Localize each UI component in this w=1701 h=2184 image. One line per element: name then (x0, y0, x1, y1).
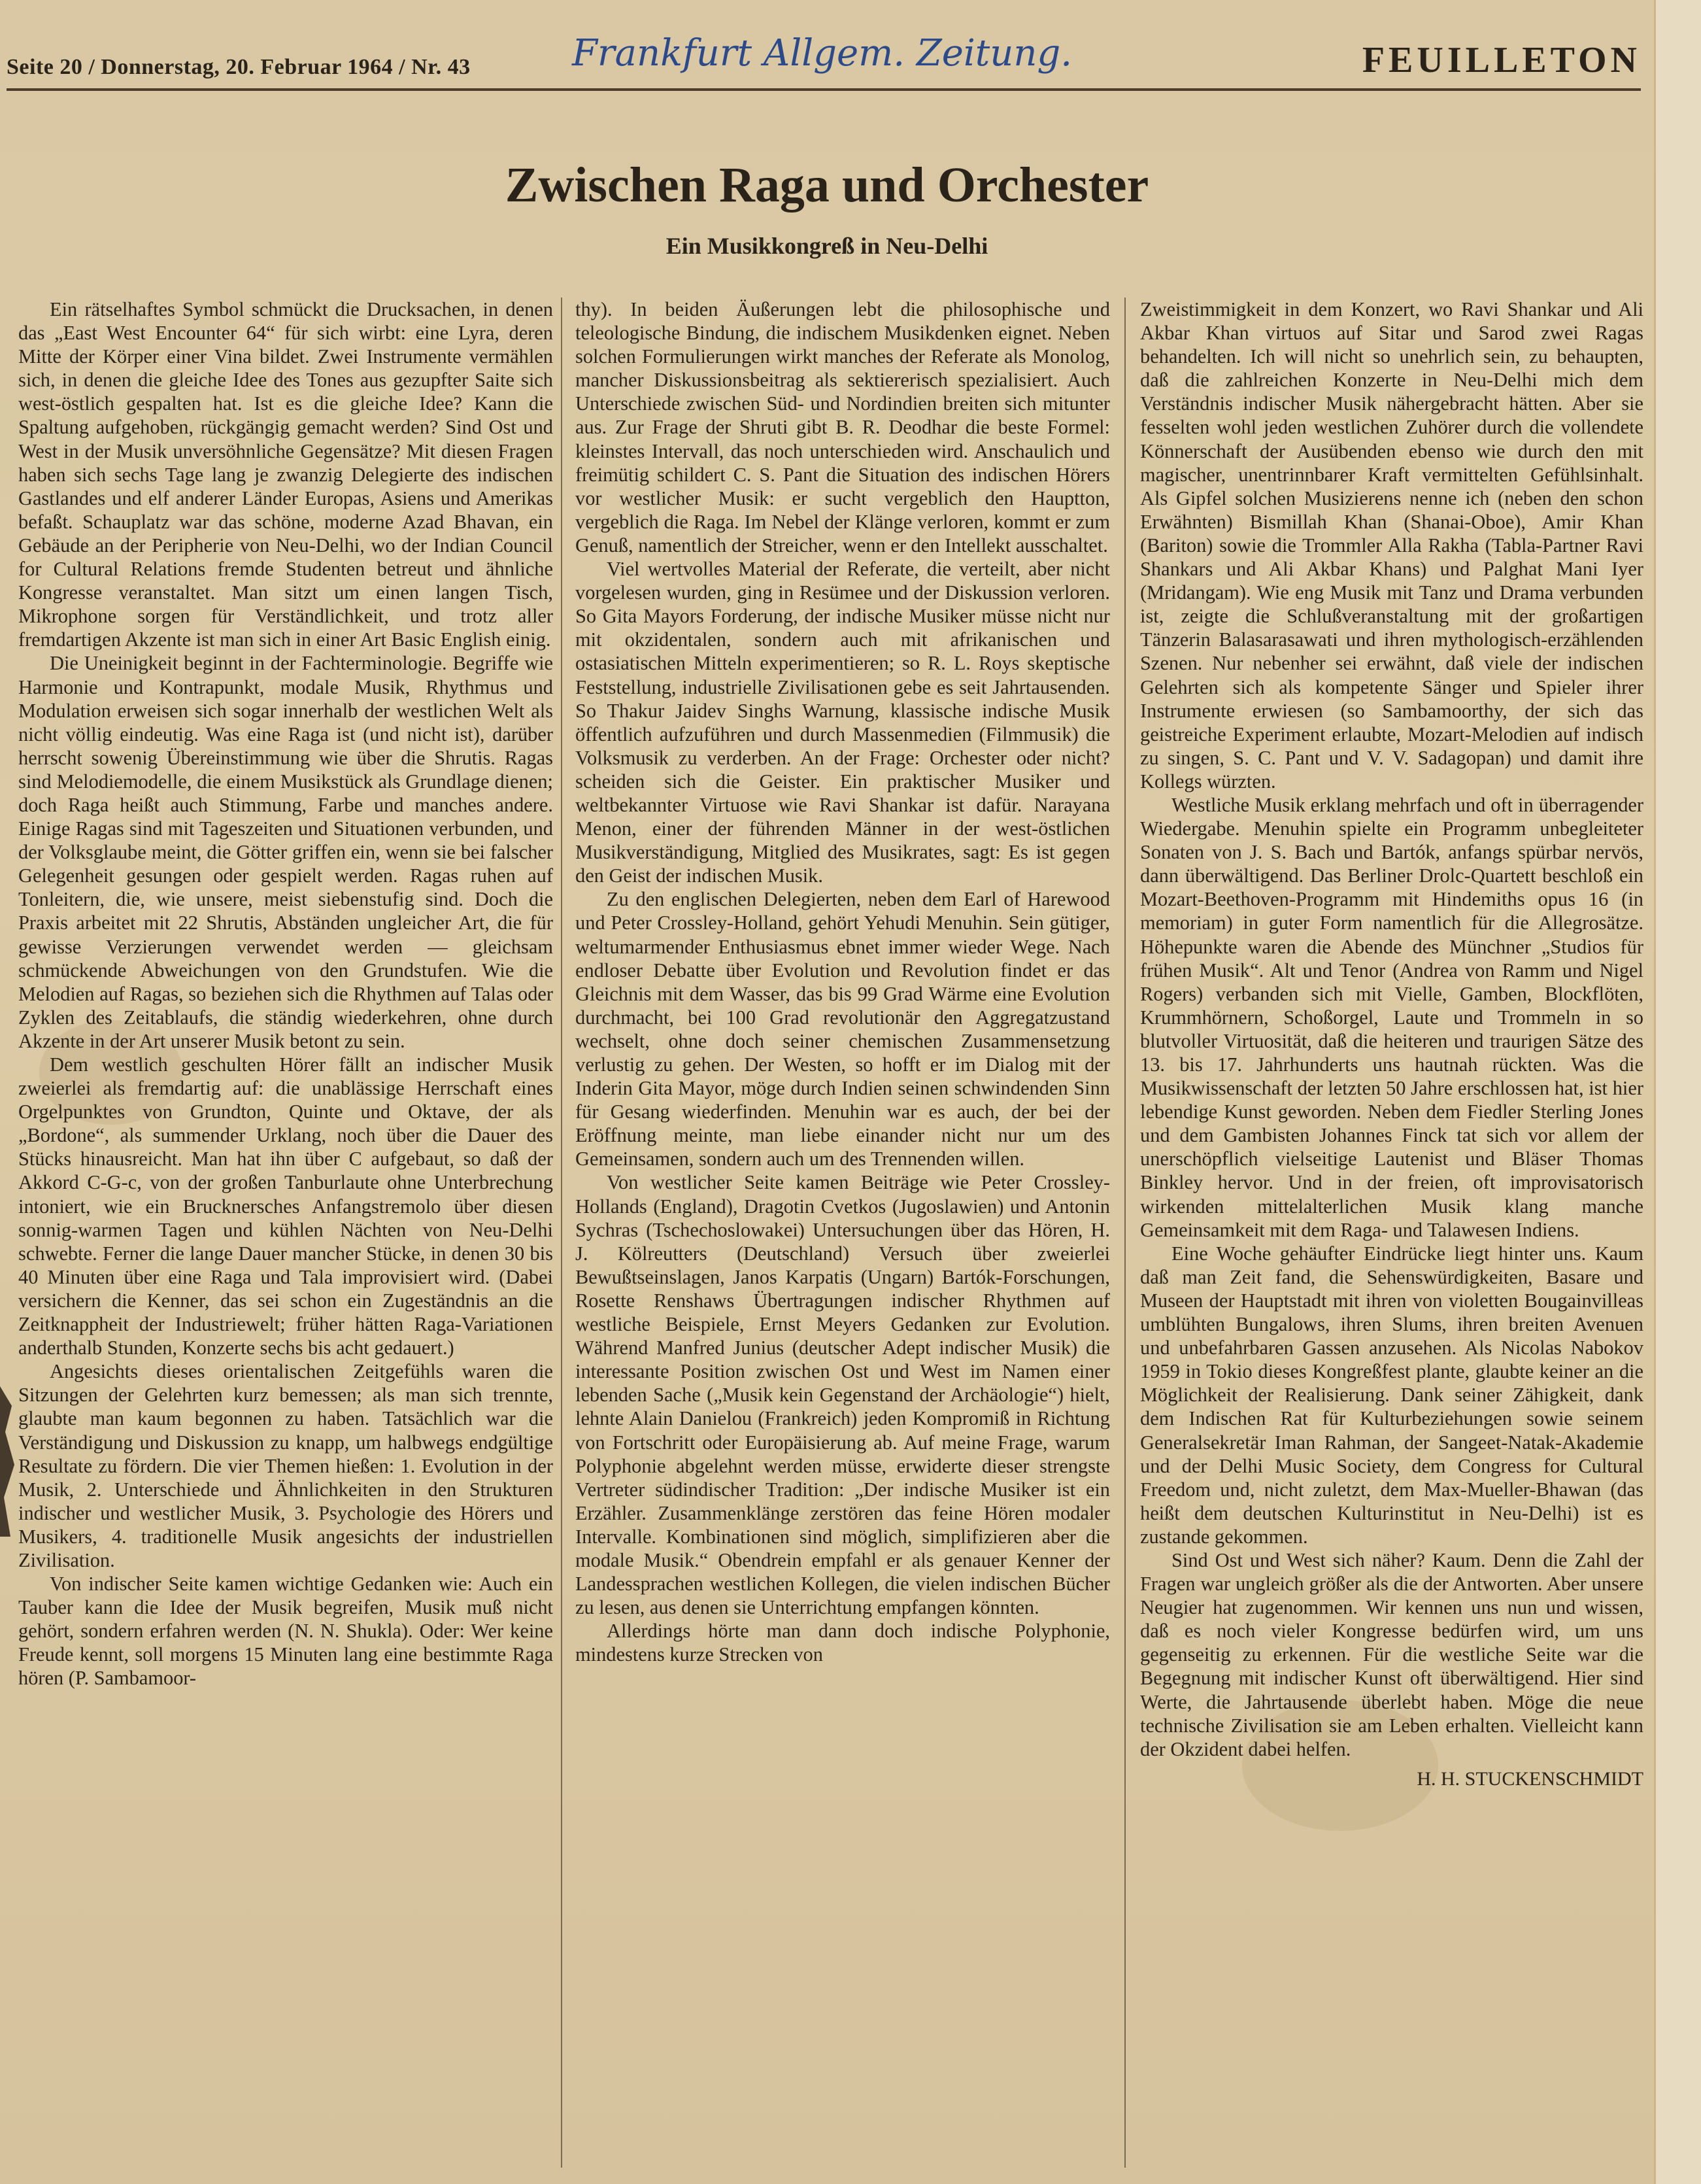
handwritten-text: Frankfurt Allgem. Zeitung. (572, 32, 1073, 75)
page-header (7, 20, 1641, 91)
paragraph: Angesichts dieses orientalischen Zeitgefühls waren die Sitzungen der Gelehrten kurz bemessen; als man sich trennte, glaubte man kaum begonnen zu haben. Tatsächlich war die Verständigung und Diskussion zu knapp, um halbwegs endgültige Resultate zu fördern. Die vier Themen hießen: 1. Evolution in der Musik, 2. Unterschiede und Ähnlichkeiten in den Strukturen indischer und westlicher Musik, 3. Psychologie des Hörers und Musikers, 4. traditionelle Musik angesichts der industriellen Zivilisation. (18, 1360, 553, 1571)
paragraph: Dem westlich geschulten Hörer fällt an indischer Musik zweierlei als fremdartig auf: die unablässige Herrschaft eines Orgelpunktes von Grundton, Quinte und Oktave, der als „Bordone“, als summender Urklang, noch über die Dauer des Stücks hinausreicht. Man hat ihn über C aufgebaut, so daß der Akkord C-G-c, von der großen Tanburlaute ohne Unterbrechung intoniert, wie ein Brucknersches Anfangstremolo über diesen sonnig-warmen Tagen und kühlen Nächten von Neu-Delhi schwebte. Ferner die lange Dauer mancher Stücke, in denen 30 bis 40 Minuten über eine Raga und Tala improvisiert wird. (Dabei versichern die Kenner, das sei schon ein Zugeständnis an die Zeitknappheit der Industriewelt; früher hätten Raga-Variationen anderthalb Stunden, Konzerte sechs bis acht gedauert.) (18, 1053, 553, 1359)
paragraph: Sind Ost und West sich näher? Kaum. Denn die Zahl der Fragen war ungleich größer als die der Antworten. Aber unsere Neugier hat zugenommen. Wir kennen uns nun und wissen, daß es noch vieler Kongresse bedürfen wird, um uns gegenseitig zu erkennen. Für die westliche Seite war die Begegnung mit indischer Kunst oft überwältigend. Hier sind Werte, die Jahrtausende überlebt haben. Möge die neue technische Zivilisation sie am Leben erhalten. Vielleicht kann der Okzident dabei helfen. (1140, 1548, 1643, 1760)
paragraph: Die Uneinigkeit beginnt in der Fachterminologie. Begriffe wie Harmonie und Kontrapunkt, modale Musik, Rhythmus und Modulation erweisen sich sogar innerhalb der westlichen Welt als nicht völlig eindeutig. Was eine Raga ist (und nicht ist), darüber herrscht sowenig Übereinstimmung wie über die Shrutis. Ragas sind Melodiemodelle, die einem Musikstück als Grundlage dienen; doch Raga heißt auch Stimmung, Farbe und manches andere. Einige Ragas sind mit Tageszeiten und Situationen verbunden, und der Volksglaube meint, die Götter griffen ein, wenn sie bei falscher Gelegenheit gesungen oder gespielt werden. Ragas ruhen auf Tonleitern, die, wie unsere, meist siebenstufig sind. Doch die Praxis arbeitet mit 22 Shrutis, Abständen ungleicher Art, die für gewisse Verzierungen verwendet werden — gleichsam schmückende Abweichungen von den Grundstufen. Wie die Melodien auf Ragas, so beziehen sich die Rhythmen auf Talas oder Zyklen des Zeitablaufs, die ständig wiederkehren, ohne durch Akzente in der Art unserer Musik betont zu sein. (18, 652, 553, 1052)
section-title: FEUILLETON (1362, 40, 1641, 80)
article-subtitle: Ein Musikkongreß in Neu-Delhi (665, 233, 988, 259)
paragraph: thy). In beiden Äußerungen lebt die philosophische und teleologische Bindung, die indischem Musikdenken eignet. Neben solchen Formulierungen wirkt manches der Referate als Monolog, mancher Diskussionsbeitrag als sektiererisch spezialisiert. Auch Unterschiede zwischen Süd- und Nordindien breiten sich mitunter aus. Zur Frage der Shruti gibt B. R. Deodhar die beste Formel: kleinstes Intervall, das noch unterschieden wird. Anschaulich und freimütig schildert C. S. Pant die Situation des indischen Hörers vor westlicher Musik: er sucht vergeblich den Hauptton, vergeblich die Raga. Im Nebel der Klänge verloren, kommt er zum Genuß, namentlich der Streicher, wenn er den Intellekt ausschaltet. (575, 298, 1110, 556)
paragraph: Allerdings hörte man dann doch indische Polyphonie, mindestens kurze Strecken von (575, 1620, 1110, 1666)
article-column-3 (1140, 298, 1643, 2181)
paragraph: Zweistimmigkeit in dem Konzert, wo Ravi Shankar und Ali Akbar Khan virtuos auf Sitar und Sarod zwei Ragas behandelten. Ich will nicht so unehrlich sein, zu behaupten, daß die zahlreichen Konzerte in Neu-Delhi mich dem Verständnis indischer Musik nähergebracht hätten. Aber sie fesselten wohl jeden westlichen Zuhörer durch die vollendete Könnerschaft der Ausübenden ebenso wie durch den mit magischer, unentrinnbarer Kraft vermittelten Gefühlsinhalt. Als Gipfel solchen Musizierens nenne ich (neben den schon Erwähnten) Bismillah Khan (Shanai-Oboe), Amir Khan (Bariton) sowie die Trommler Alla Rakha (Tabla-Partner Ravi Shankars und Ali Akbar Khans) und Palghat Mani Iyer (Mridangam). Wie eng Musik mit Tanz und Drama verbunden ist, zeigte die Schlußveranstaltung mit der großartigen Tänzerin Balasarasawati und ihren mythologisch-erzählenden Szenen. Nur nebenher sei erwähnt, daß viele der indischen Gelehrten sich als kompetente Sänger und Spieler ihrer Instrumente erwiesen (so Sambamoorthy, der sich das geistreiche Experiment erlaubte, Mozart-Melodien auf indisch zu singen, S. C. Pant und V. V. Sadagopan) und damit ihre Kollegs würzten. (1140, 298, 1643, 793)
paragraph: Westliche Musik erklang mehrfach und oft in überragender Wiedergabe. Menuhin spielte ein Programm unbegleiteter Sonaten von J. S. Bach und Bartók, anfangs spürbar nervös, dann überwältigend. Das Berliner Drolc-Quartett beschloß ein Mozart-Beethoven-Programm mit Hindemiths opus 16 (in memoriam) in guter Form namentlich für die Allegrosätze. Höhepunkte waren die Abende des Münchner „Studios für frühen Musik“. Alt und Tenor (Andrea von Ramm und Nigel Rogers) verbanden sich mit Vielle, Gamben, Blockflöten, Krummhörnern, Schoßorgel, Laute und Trommeln in so blutvoller Virtuosität, daß die heiteren und traurigen Sätze des 13. bis 17. Jahrhunderts uns hautnah rückten. Was die Musikwissenschaft der letzten 50 Jahre erschlossen hat, ist hier lebendige Kunst geworden. Neben dem Fiedler Sterling Jones und dem Gambisten Johannes Finck tat sich vor allem der unerschöpflich vielseitige Lautenist und Bläser Thomas Binkley hervor. Und in der freien, oft improvisatorisch wirkenden mittelalterlichen Musik klang manche Gemeinsamkeit mit dem Raga- und Talawesen Indiens. (1140, 793, 1643, 1241)
article-column-1 (18, 298, 553, 2181)
author-byline: H. H. STUCKENSCHMIDT (1417, 1767, 1643, 1790)
handwritten-annotation (565, 25, 1154, 90)
paragraph: Von indischer Seite kamen wichtige Gedanken wie: Auch ein Tauber kann die Idee der Musik begreifen, Musik muß nicht gehört, sondern erfahren werden (N. N. Shukla). Oder: Wer keine Freude kennt, soll morgens 15 Minuten lang eine bestimmte Raga hören (P. Sambamoor- (18, 1573, 553, 1690)
article-title: Zwischen Raga und Orchester (505, 158, 1149, 213)
article-column-2 (575, 298, 1110, 2181)
paragraph: Von westlicher Seite kamen Beiträge wie Peter Crossley-Hollands (England), Dragotin Cvetkos (Jugoslawien) und Antonin Sychras (Tschechoslowakei) Untersuchungen über das Hören, H. J. Kölreutters (Deutschland) Versuch über zweierlei Bewußtseinslagen, Janos Karpatis (Ungarn) Bartók-Forschungen, Rosette Renshaws Übertragungen indischer Rhythmen auf westliche Beispiele, Ernst Meyers Gedanken zur Evolution. Während Manfred Junius (deutscher Adept indischer Musik) die interessante Position zwischen Ost und West im Namen einer lebenden Sache („Musik kein Gegenstand der Archäologie“) hielt, lehnte Alain Danielou (Frankreich) jeden Kompromiß in Richtung von Fortschritt oder Europäisierung ab. Auf meine Frage, warum Polyphonie abgelehnt werden müsse, erwiderte dieser strengste Vertreter südindischer Tradition: „Der indische Musiker ist ein Erzähler. Zusammenklänge zerstören das feine Hören modaler Intervalle. Kombinationen sind möglich, simplifizieren aber die modale Musik.“ Obendrein empfahl er als genauer Kenner der Landessprachen westlichen Kollegen, die vielen indischen Bücher zu lesen, aus denen sie Unterrichtung empfangen könnten. (575, 1171, 1110, 1619)
dateline: Seite 20 / Donnerstag, 20. Februar 1964 / Nr. 43 (7, 55, 471, 79)
paragraph: Viel wertvolles Material der Referate, die verteilt, aber nicht vorgelesen wurden, ging in Resümee und der Diskussion verloren. So Gita Mayors Forderung, der indische Musiker müsse nicht nur mit okzidentalen, sondern auch mit afrikanischen und ostasiatischen Mitteln experimentieren; so R. L. Roys skeptische Feststellung, industrielle Zivilisationen gebe es seit Jahrtausenden. So Thakur Jaidev Singhs Warnung, klassische indische Musik öffentlich aufzuführen und durch Massenmedien (Filmmusik) die Volksmusik zu verderben. An der Frage: Orchester oder nicht? scheiden sich die Geister. Ein praktischer Musiker und weltbekannter Virtuose wie Ravi Shankar ist dafür. Narayana Menon, einer der führenden Männer in der west-östlichen Musikverständigung, Mitglied des Musikrates, sagt: Es ist gegen den Geist der indischen Musik. (575, 558, 1110, 887)
paragraph: Zu den englischen Delegierten, neben dem Earl of Harewood und Peter Crossley-Holland, gehört Yehudi Menuhin. Sein gütiger, weltumarmender Enthusiasmus ebnet immer wieder Wege. Nach endloser Debatte über Evolution und Revolution findet er das Gleichnis mit dem Wasser, das bis 99 Grad Wärme eine Evolution durchmacht, bei 100 Grad revolutionär den Aggregatzustand wechselt, ohne doch seiner chemischen Zusammensetzung verlustig zu gehen. Der Westen, so hofft er im Dialog mit der Inderin Gita Mayor, möge durch Indien seinen schwindenden Sinn für Gesang wiederfinden. Menuhin war es auch, der bei der Eröffnung meinte, man liebe einander nicht nur um des Gemeinsamen, sondern auch um des Trennenden willen. (575, 888, 1110, 1170)
paragraph: Ein rätselhaftes Symbol schmückt die Drucksachen, in denen das „East West Encounter 64“ für sich wirbt: eine Lyra, deren Mitte der Körper einer Vina bildet. Zwei Instrumente vermählen sich, in denen die gleiche Idee des Tones aus gezupfter Saite sich west-östlich gespalten hat. Ist es die gleiche Idee? Kann die Spaltung aufgehoben, rückgängig gemacht werden? Sind Ost und West in der Musik unversöhnliche Gegensätze? Mit diesen Fragen haben sich sechs Tage lang je zwanzig Delegierte des indischen Gastlandes und elf anderer Länder Europas, Asiens und Amerikas befaßt. Schauplatz war das schöne, moderne Azad Bhavan, ein Gebäude an der Peripherie von Neu-Delhi, wo der Indian Council for Cultural Relations fremde Studenten betreut und ähnliche Kongresse veranstaltet. Man sitzt um einen langen Tisch, Mikrophone sorgen für Verständlichkeit, und trotz aller fremdartigen Akzente ist man sich in einer Art Basic English einig. (18, 298, 553, 651)
column-divider (561, 298, 562, 2168)
torn-edge (0, 1386, 18, 1537)
paragraph: Eine Woche gehäufter Eindrücke liegt hinter uns. Kaum daß man Zeit fand, die Sehenswürdigkeiten, Basare und Museen der Hauptstadt mit ihren von violetten Bougainvilleas umblühten Bungalows, ihren Slums, ihren breiten Avenuen und unbefahrbaren Gassen anzusehen. Als Nicolas Nabokov 1959 in Tokio dieses Kongreßfest plante, glaubte keiner an die Möglichkeit der Realisierung. Dank seiner Zähigkeit, dank dem Indischen Rat für Kulturbeziehungen sowie seinem Generalsekretär Iman Rahman, der Sangeet-Natak-Akademie und der Delhi Music Society, dem Congress for Cultural Freedom und, nicht zuletzt, dem Max-Mueller-Bhawan (das heißt dem deutschen Kulturinstitut in Neu-Delhi) ist es zustande gekommen. (1140, 1242, 1643, 1548)
column-divider (1124, 298, 1126, 2168)
